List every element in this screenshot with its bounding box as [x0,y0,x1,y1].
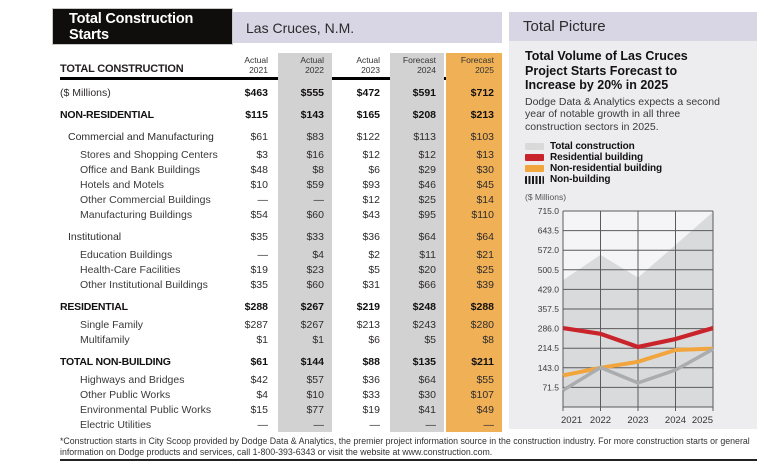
table-row [60,129,502,144]
row-label: Other Public Works [80,388,171,401]
y-tick-label: 500.5 [537,264,559,275]
y-tick-label: 143.0 [537,362,559,373]
cell-value: $16 [306,148,324,161]
row-label: Hotels and Motels [80,178,165,191]
cell-value: $61 [250,130,268,143]
cell-value: $35 [250,230,268,243]
report-title-box [52,8,233,45]
cell-value: $144 [300,355,324,368]
cell-value: $42 [250,373,268,386]
cell-value: $211 [471,355,494,368]
cell-value: $64 [418,373,436,386]
cell-value: $25 [476,263,494,276]
table-row [60,229,502,244]
table-header-row [60,53,502,77]
cell-value: $12 [418,148,436,161]
cell-value: $213 [470,108,494,121]
cell-value: $55 [476,373,494,386]
cell-value: $35 [250,278,268,291]
location-strip [233,12,502,43]
cell-value: $107 [470,388,494,401]
cell-value: $280 [470,318,494,331]
cell-value: — [369,418,380,431]
panel-body [509,41,757,429]
cell-value: $93 [362,178,380,191]
y-tick-label: 715.0 [537,206,559,216]
cell-value: $66 [418,278,436,291]
cell-value: $48 [250,163,268,176]
orange-swatch-icon [525,165,544,172]
table-row [60,192,502,207]
cell-value: — [257,193,268,206]
y-tick-label: 643.5 [537,225,559,236]
panel-title-strip [509,12,757,41]
cell-value: $13 [476,148,494,161]
column-header-2024: Forecast 2024 [402,55,436,75]
cell-value: $463 [244,86,268,99]
cell-value: — [313,193,324,206]
legend-item [525,174,741,185]
column-header-2021: Actual 2021 [244,55,268,75]
y-tick-label: 429.0 [537,284,559,295]
row-label: Environmental Public Works [80,403,212,416]
line-chart-svg [525,203,741,429]
x-tick-label: 2021 [561,415,583,426]
cell-value: $23 [306,263,324,276]
cell-value: $19 [362,403,380,416]
cell-value: $8 [312,163,324,176]
table-row [60,417,502,432]
cell-value: $41 [418,403,436,416]
cell-value: $60 [306,278,324,291]
cell-value: $77 [306,403,324,416]
row-label: RESIDENTIAL [60,300,128,313]
table-row [60,299,502,314]
cell-value: $39 [476,278,494,291]
row-label: Other Institutional Buildings [80,278,208,291]
cell-value: $712 [470,86,494,99]
cell-value: $165 [356,108,380,121]
table-row [60,277,502,292]
cell-value: $61 [250,355,268,368]
table-row [60,207,502,222]
cell-value: $33 [362,388,380,401]
cell-value: $113 [413,130,436,143]
stripes-swatch-icon [525,176,544,184]
cell-value: $64 [476,230,494,243]
row-label: Institutional [68,230,122,243]
row-label: TOTAL NON-BUILDING [60,355,171,368]
cell-value: $88 [362,355,380,368]
cell-value: $11 [419,248,436,261]
cell-value: $122 [356,130,380,143]
table-row [60,354,502,369]
cell-value: $29 [418,163,436,176]
panel-title: Total Picture [523,18,606,35]
x-tick-label: 2023 [627,415,649,426]
row-label: Health-Care Facilities [80,263,181,276]
cell-value: $31 [362,278,380,291]
table-row [60,85,502,100]
y-tick-label: 572.0 [537,245,559,256]
table-body [60,85,502,432]
cell-value: $20 [418,263,436,276]
y-tick-label: 286.0 [537,323,559,334]
row-label: Single Family [80,318,144,331]
chart-legend [525,141,741,185]
cell-value: $19 [250,263,268,276]
footnote: *Construction starts in City Scoop provided by Dodge Data & Analytics, the premier project information source in the construction industry. For more construction starts or general information on Dodge products and services, call 1-800-393-6343 or visit the website at www.construction.com. [60,436,750,457]
row-label: ($ Millions) [60,86,111,99]
legend-label: Total construction [550,141,635,152]
cell-value: $64 [418,230,436,243]
legend-label: Residential building [550,152,644,163]
table-row [60,247,502,262]
cell-value: $5 [368,263,380,276]
cell-value: — [425,418,436,431]
table-row [60,262,502,277]
cell-value: $43 [362,208,380,221]
y-tick-label: 71.5 [542,382,559,393]
cell-value: $10 [250,178,268,191]
location-label: Las Cruces, N.M. [246,19,355,36]
cell-value: $15 [250,403,268,416]
cell-value: $83 [306,130,324,143]
cell-value: $45 [476,178,494,191]
row-label: Electric Utilities [80,418,152,431]
x-tick-label: 2025 [691,415,713,426]
table-row [60,162,502,177]
cell-value: $25 [418,193,436,206]
cell-value: $288 [470,300,494,313]
cell-value: $288 [244,300,268,313]
table-row [60,332,502,347]
cell-value: $103 [470,130,494,143]
cell-value: $8 [482,333,494,346]
table-section-label: TOTAL CONSTRUCTION [60,63,184,75]
cell-value: $21 [476,248,494,261]
column-header-2022: Actual 2022 [300,55,324,75]
legend-item [525,163,741,174]
cell-value: $2 [368,248,380,261]
cell-value: $135 [412,355,436,368]
cell-value: $4 [312,248,324,261]
cell-value: $243 [412,318,436,331]
cell-value: $60 [306,208,324,221]
cell-value: — [313,418,324,431]
cell-value: $555 [300,86,324,99]
cell-value: $115 [245,108,268,121]
cell-value: $33 [306,230,324,243]
construction-starts-table [60,53,502,432]
row-label: NON-RESIDENTIAL [60,108,154,121]
column-header-2023: Actual 2023 [356,55,380,75]
cell-value: — [257,248,268,261]
cell-value: $54 [250,208,268,221]
cell-value: $287 [244,318,268,331]
x-tick-label: 2024 [664,415,687,426]
cell-value: $59 [306,178,324,191]
cell-value: — [483,418,494,431]
table-row [60,107,502,122]
table-row [60,147,502,162]
cell-value: $1 [312,333,324,346]
table-row [60,177,502,192]
cell-value: $591 [412,86,436,99]
cell-value: $267 [300,318,324,331]
cell-value: $219 [356,300,380,313]
cell-value: $6 [368,163,380,176]
row-label: Other Commercial Buildings [80,193,211,206]
row-label: Commercial and Manufacturing [68,130,214,143]
row-label: Education Buildings [80,248,173,261]
table-row [60,317,502,332]
cell-value: $12 [362,193,380,206]
y-tick-label: 214.5 [537,343,559,354]
cell-value: $4 [256,388,268,401]
row-label: Highways and Bridges [80,373,185,386]
table-row [60,387,502,402]
cell-value: — [257,418,268,431]
cell-value: $14 [476,193,494,206]
total-picture-panel [509,12,757,429]
gray-swatch-icon [525,143,544,150]
cell-value: $10 [306,388,324,401]
row-label: Manufacturing Buildings [80,208,193,221]
cell-value: $5 [424,333,436,346]
cell-value: $46 [418,178,436,191]
cell-value: $12 [362,148,380,161]
cell-value: $30 [476,163,494,176]
chart-units-label: ($ Millions) [525,192,567,202]
table-row [60,372,502,387]
cell-value: $208 [412,108,436,121]
cell-value: $110 [471,208,494,221]
cell-value: $248 [412,300,436,313]
bottom-rule [60,459,757,461]
y-tick-label: 357.5 [537,304,559,314]
cell-value: $57 [306,373,324,386]
report-title: Total Construction Starts [69,10,194,43]
panel-paragraph: Dodge Data & Analytics expects a second year of notable growth in all three construction sectors in 2025. [525,95,720,133]
cell-value: $30 [418,388,436,401]
x-tick-label: 2022 [589,415,612,426]
cell-value: $95 [418,208,436,221]
legend-label: Non-building [550,174,611,185]
cell-value: $472 [356,86,380,99]
cell-value: $36 [362,373,380,386]
panel-headline: Total Volume of Las Cruces Project Starts Forecast to Increase by 20% in 2025 [525,49,688,92]
row-label: Multifamily [80,333,130,346]
cell-value: $143 [300,108,324,121]
total-picture-chart [525,203,741,434]
cell-value: $213 [356,318,380,331]
cell-value: $49 [476,403,494,416]
row-label: Stores and Shopping Centers [80,148,218,161]
cell-value: $3 [256,148,268,161]
column-header-2025: Forecast 2025 [460,55,494,75]
table-row [60,402,502,417]
legend-item [525,152,741,163]
legend-item [525,141,741,152]
cell-value: $267 [300,300,324,313]
row-label: Office and Bank Buildings [80,163,201,176]
cell-value: $1 [256,333,268,346]
cell-value: $36 [362,230,380,243]
red-swatch-icon [525,154,544,161]
cell-value: $6 [368,333,380,346]
legend-label: Non-residential building [550,163,663,174]
